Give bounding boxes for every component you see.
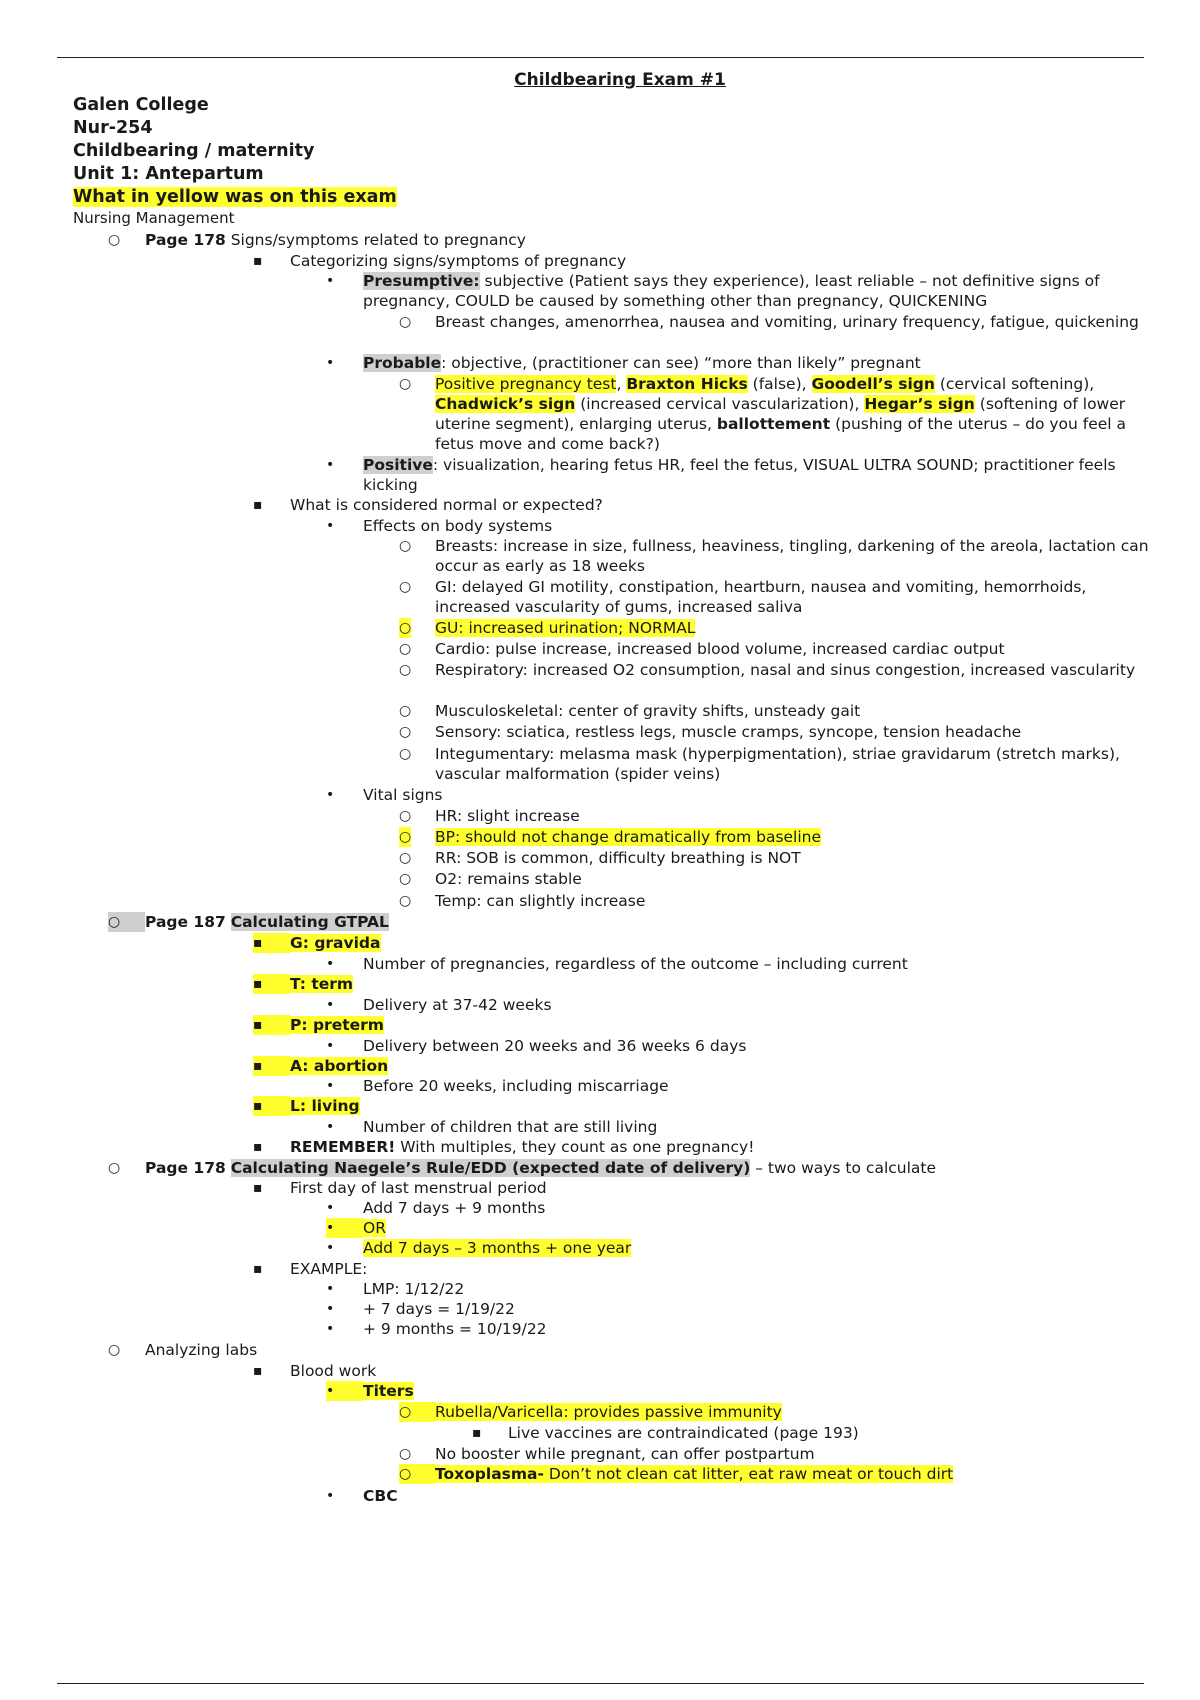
bullet-circle-icon: ○ [399,893,412,909]
system-cardio: Cardio: pulse increase, increased blood volume, increased cardiac output [435,640,1005,658]
bullet-circle-icon: ○ [399,850,412,866]
toxoplasma: Toxoplasma- Don’t not clean cat litter, eat raw meat or touch dirt [435,1465,954,1483]
gtpal-l-desc: Number of children that are still living [363,1118,658,1136]
bullet-circle-icon: ○ [399,314,412,330]
bullet-square-icon: ▪ [253,1180,263,1196]
system-respiratory: Respiratory: increased O2 consumption, nasal and sinus congestion, increased vascularity [435,661,1136,679]
example-plus-months: + 9 months = 10/19/22 [363,1320,547,1338]
bullet-dot-icon: • [326,1119,335,1135]
bullet-square-icon: ▪ [253,1015,290,1035]
bullet-dot-icon: • [326,1078,335,1094]
section-labs: Analyzing labs [145,1341,258,1359]
top-rule [57,57,1144,58]
blood-work: Blood work [290,1362,377,1380]
bullet-circle-icon: ○ [399,829,412,845]
example-plus-days: + 7 days = 1/19/22 [363,1300,515,1318]
bullet-dot-icon: • [326,1488,335,1504]
no-booster: No booster while pregnant, can offer postpartum [435,1445,815,1463]
positive-item: Positive: visualization, hearing fetus HR, feel the fetus, VISUAL ULTRA SOUND; practitioner feels kicking [363,456,1116,494]
vital-hr: HR: slight increase [435,807,580,825]
gtpal-t-desc: Delivery at 37-42 weeks [363,996,552,1014]
bullet-dot-icon: • [326,457,335,473]
bullet-circle-icon: ○ [399,703,412,719]
method-1: Add 7 days + 9 months [363,1199,546,1217]
gtpal-l: L: living [290,1097,360,1115]
bullet-dot-icon: • [326,1381,363,1401]
bullet-dot-icon: • [326,355,335,371]
presumptive-item: Presumptive: subjective (Patient says they experience), least reliable – not definitive signs of pregnancy, COULD be caused by something other than pregnancy, QUICKENING [363,272,1100,310]
bullet-dot-icon: • [326,997,335,1013]
probable-sub: Positive pregnancy test, Braxton Hicks (false), Goodell’s sign (cervical softening), Chadwick’s sign (increased cervical vascularization), Hegar’s sign (softening of lower uterine segment), enlarging uterus, ballottement (pushing of the uterus – do you feel a fetus move and come back?) [435,375,1127,453]
gtpal-t: T: term [290,975,354,993]
bullet-square-icon: ▪ [253,1261,263,1277]
nursing-management: Nursing Management [73,209,235,227]
header-yellow-note: What in yellow was on this exam [73,187,397,207]
bullet-circle-icon: ○ [108,912,145,932]
bullet-dot-icon: • [326,273,335,289]
rubella-varicella: Rubella/Varicella: provides passive immunity [435,1403,782,1421]
bullet-circle-icon: ○ [108,1342,121,1358]
bullet-dot-icon: • [326,787,335,803]
gtpal-p-desc: Delivery between 20 weeks and 36 weeks 6 days [363,1037,747,1055]
bullet-square-icon: ▪ [253,1056,290,1076]
effects-heading: Effects on body systems [363,517,553,535]
bullet-dot-icon: • [326,1200,335,1216]
remember-note: REMEMBER! With multiples, they count as one pregnancy! [290,1138,755,1156]
system-gu: GU: increased urination; NORMAL [435,619,696,637]
bullet-circle-icon: ○ [399,746,412,762]
header-unit: Unit 1: Antepartum [73,164,264,184]
bullet-circle-icon: ○ [399,579,412,595]
gtpal-g-desc: Number of pregnancies, regardless of the outcome – including current [363,955,908,973]
bullet-square-icon: ▪ [253,974,290,994]
bullet-circle-icon: ○ [399,1402,436,1422]
vital-rr: RR: SOB is common, difficulty breathing is NOT [435,849,801,867]
probable-item: Probable: objective, (practitioner can see) “more than likely” pregnant [363,354,921,372]
header-course: Nur-254 [73,118,153,138]
bullet-circle-icon: ○ [399,538,412,554]
bullet-dot-icon: • [326,1218,363,1238]
section-signs-symptoms: Page 178 Signs/symptoms related to pregnancy [145,231,526,249]
bullet-circle-icon: ○ [399,662,412,678]
bullet-circle-icon: ○ [399,724,412,740]
header-school: Galen College [73,95,209,115]
bullet-circle-icon: ○ [108,232,121,248]
gtpal-p: P: preterm [290,1016,384,1034]
gtpal-a-desc: Before 20 weeks, including miscarriage [363,1077,669,1095]
example-heading: EXAMPLE: [290,1260,368,1278]
bullet-square-icon: ▪ [253,497,263,513]
cbc: CBC [363,1487,398,1505]
gtpal-g: G: gravida [290,934,381,952]
presumptive-sub: Breast changes, amenorrhea, nausea and vomiting, urinary frequency, fatigue, quickening [435,313,1139,331]
vital-signs-heading: Vital signs [363,786,443,804]
system-breasts: Breasts: increase in size, fullness, heaviness, tingling, darkening of the areola, lactation can occur as early as 18 weeks [435,537,1149,575]
bullet-circle-icon: ○ [399,1464,436,1484]
bullet-square-icon: ▪ [253,1363,263,1379]
bullet-circle-icon: ○ [399,376,412,392]
bullet-dot-icon: • [326,1301,335,1317]
header-subject: Childbearing / maternity [73,141,315,161]
bullet-dot-icon: • [326,1038,335,1054]
bullet-circle-icon: ○ [399,871,412,887]
bullet-square-icon: ▪ [253,1096,290,1116]
vital-bp: BP: should not change dramatically from baseline [435,828,822,846]
bullet-dot-icon: • [326,1281,335,1297]
bullet-dot-icon: • [326,1240,335,1256]
section-gtpal: Page 187 Calculating GTPAL [145,913,389,931]
system-sensory: Sensory: sciatica, restless legs, muscle cramps, syncope, tension headache [435,723,1022,741]
system-gi: GI: delayed GI motility, constipation, heartburn, nausea and vomiting, hemorrhoids, increased vascularity of gums, increased saliva [435,578,1087,616]
normal-question: What is considered normal or expected? [290,496,603,514]
system-integumentary: Integumentary: melasma mask (hyperpigmentation), striae gravidarum (stretch marks), vascular malformation (spider veins) [435,745,1120,783]
bullet-dot-icon: • [326,518,335,534]
lmp-first-day: First day of last menstrual period [290,1179,547,1197]
bullet-circle-icon: ○ [399,641,412,657]
categorizing-heading: Categorizing signs/symptoms of pregnancy [290,252,627,270]
system-musculoskeletal: Musculoskeletal: center of gravity shifts, unsteady gait [435,702,861,720]
bottom-rule [57,1683,1144,1684]
bullet-circle-icon: ○ [399,808,412,824]
titers: Titers [363,1382,414,1400]
bullet-square-icon: ▪ [253,253,263,269]
method-2: Add 7 days – 3 months + one year [363,1239,632,1257]
bullet-square-icon: ▪ [253,1139,263,1155]
bullet-circle-icon: ○ [399,1446,412,1462]
example-lmp: LMP: 1/12/22 [363,1280,465,1298]
live-vaccines: Live vaccines are contraindicated (page 193) [508,1424,859,1442]
bullet-circle-icon: ○ [108,1160,121,1176]
bullet-dot-icon: • [326,956,335,972]
vital-temp: Temp: can slightly increase [435,892,646,910]
bullet-dot-icon: • [326,1321,335,1337]
section-naegele: Page 178 Calculating Naegele’s Rule/EDD (expected date of delivery) – two ways to calculate [145,1159,937,1177]
bullet-square-icon: ▪ [253,933,290,953]
gtpal-a: A: abortion [290,1057,389,1075]
bullet-circle-icon: ○ [399,620,412,636]
method-or: OR [363,1219,386,1237]
document-title: Childbearing Exam #1 [514,70,726,90]
vital-o2: O2: remains stable [435,870,582,888]
bullet-square-icon: ▪ [472,1425,482,1441]
